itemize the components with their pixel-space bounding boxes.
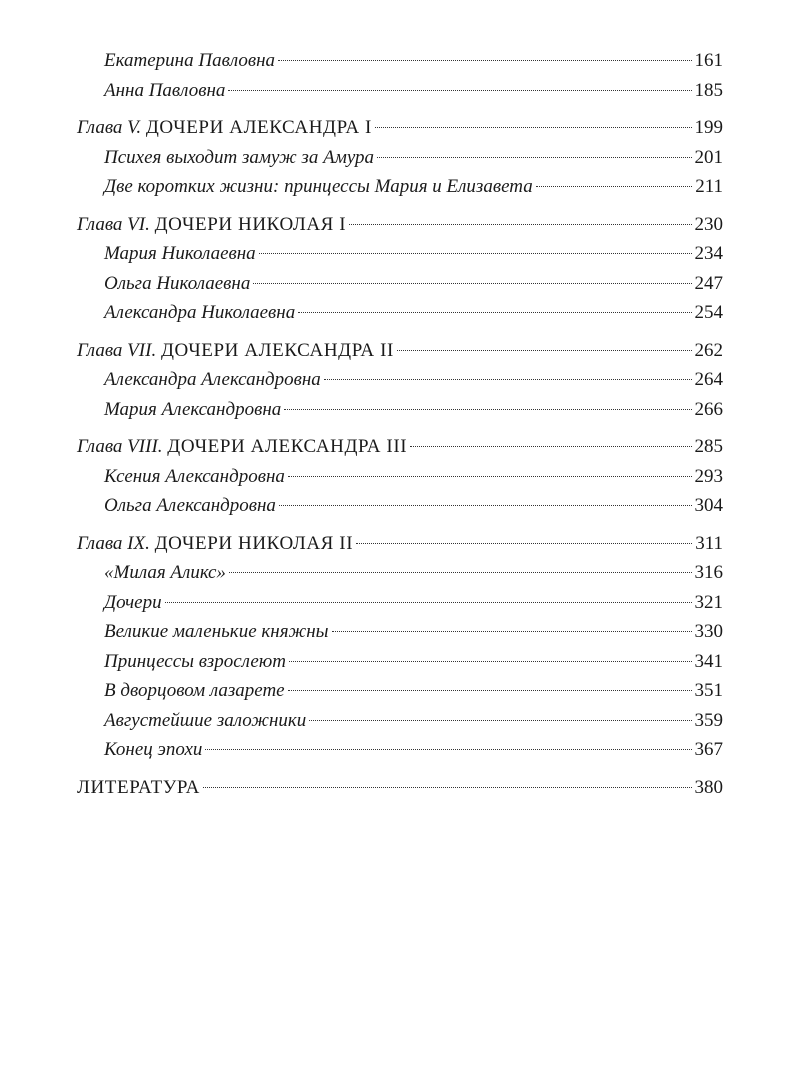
page-number: 201: [694, 146, 723, 168]
toc-subentry: [0, 172, 723, 202]
toc-subentry: [0, 491, 723, 521]
page-number: 316: [694, 562, 723, 583]
page-number: 199: [694, 117, 723, 138]
chapter-title: ДОЧЕРИ АЛЕКСАНДРА I: [145, 117, 372, 138]
page-number: 262: [694, 339, 723, 361]
dot-leader: [278, 60, 691, 61]
dot-leader: [165, 602, 692, 603]
page-number: 304: [694, 495, 723, 516]
table-of-contents: [0, 46, 800, 802]
dot-leader: [253, 283, 691, 284]
toc-entry-title: Конец эпохи: [104, 739, 203, 760]
page-number: 254: [694, 302, 723, 323]
page-number: 367: [694, 739, 723, 760]
chapter-number: Глава V.: [77, 117, 142, 138]
toc-subentry: [0, 617, 723, 647]
chapter-number: Глава VIII.: [77, 436, 163, 457]
toc-subentry: [0, 735, 723, 765]
toc-subentry: [0, 462, 723, 492]
page-number: 161: [694, 50, 723, 71]
page-number: 380: [694, 776, 723, 798]
toc-entry-title: «Милая Аликс»: [104, 562, 226, 583]
chapter-title: ДОЧЕРИ АЛЕКСАНДРА III: [167, 436, 408, 457]
toc-subentry: [0, 676, 723, 706]
toc-chapter-entry: [0, 113, 723, 143]
page-number: 247: [694, 272, 723, 294]
dot-leader: [289, 661, 692, 662]
toc-entry-title: Великие маленькие княжны: [104, 621, 329, 642]
toc-subentry: [0, 298, 723, 328]
dot-leader: [410, 446, 691, 447]
toc-entry-title: [77, 113, 372, 143]
toc-entry-title: Мария Александровна: [104, 398, 282, 420]
dot-leader: [228, 90, 691, 91]
toc-chapter-entry: [0, 210, 723, 240]
dot-leader: [536, 186, 692, 187]
dot-leader: [288, 690, 692, 691]
page-number: 330: [694, 621, 723, 642]
page-number: 211: [695, 176, 723, 197]
dot-leader: [356, 543, 692, 544]
toc-entry-title: Ольга Александровна: [104, 495, 276, 516]
toc-entry-title: Мария Николаевна: [104, 243, 256, 264]
dot-leader: [288, 476, 692, 477]
toc-subentry: [0, 395, 723, 425]
toc-subentry: [0, 706, 723, 736]
chapter-number: Глава VII.: [77, 339, 157, 361]
toc-entry-title: Екатерина Павловна: [104, 50, 276, 71]
toc-entry-title: Ольга Николаевна: [104, 272, 251, 294]
toc-bibliography-entry: [0, 773, 723, 803]
toc-entry-title: [77, 529, 353, 559]
toc-entry-title: Ксения Александровна: [104, 465, 285, 487]
chapter-title: ДОЧЕРИ АЛЕКСАНДРА II: [160, 339, 394, 361]
toc-chapter-entry: [0, 529, 723, 559]
chapter-number: Глава IX.: [77, 532, 150, 554]
dot-leader: [279, 505, 692, 506]
toc-subentry: [0, 239, 723, 269]
dot-leader: [309, 720, 691, 721]
dot-leader: [349, 224, 691, 225]
toc-entry-title: [77, 210, 346, 240]
page-number: 341: [694, 650, 723, 672]
toc-entry-title: [77, 336, 394, 366]
dot-leader: [397, 350, 692, 351]
page-number: 359: [694, 709, 723, 731]
toc-entry-title: Александра Николаевна: [104, 302, 296, 323]
toc-subentry: [0, 76, 723, 106]
dot-leader: [332, 631, 692, 632]
toc-subentry: [0, 588, 723, 618]
page-number: 264: [694, 369, 723, 390]
page-number: 230: [694, 213, 723, 235]
toc-entry-title: Принцессы взрослеют: [104, 650, 286, 672]
toc-subentry: [0, 647, 723, 677]
toc-entry-title: Августейшие заложники: [104, 709, 307, 731]
dot-leader: [259, 253, 692, 254]
dot-leader: [205, 749, 691, 750]
dot-leader: [377, 157, 691, 158]
toc-chapter-entry: [0, 432, 723, 462]
toc-chapter-entry: [0, 336, 723, 366]
toc-subentry: [0, 269, 723, 299]
chapter-number: Глава VI.: [77, 213, 150, 235]
dot-leader: [298, 312, 691, 313]
toc-entry-title: Психея выходит замуж за Амура: [104, 146, 375, 168]
page-number: 311: [695, 532, 723, 554]
chapter-title: ДОЧЕРИ НИКОЛАЯ I: [154, 213, 347, 235]
toc-subentry: [0, 558, 723, 588]
dot-leader: [203, 787, 692, 788]
chapter-title: ДОЧЕРИ НИКОЛАЯ II: [154, 532, 354, 554]
toc-subentry: [0, 143, 723, 173]
page-number: 234: [694, 243, 723, 264]
toc-subentry: [0, 46, 723, 76]
page-number: 285: [694, 436, 723, 457]
toc-entry-title: [77, 432, 407, 462]
dot-leader: [375, 127, 692, 128]
toc-entry-title: Александра Александровна: [104, 369, 321, 390]
page-number: 185: [694, 79, 723, 101]
page-number: 266: [694, 398, 723, 420]
toc-entry-title: Две коротких жизни: принцессы Мария и Елизавета: [104, 176, 533, 197]
toc-subentry: [0, 365, 723, 395]
dot-leader: [229, 572, 692, 573]
page-number: 293: [694, 465, 723, 487]
page-number: 351: [694, 680, 723, 701]
page-number: 321: [694, 591, 723, 613]
toc-entry-title: Дочери: [104, 591, 162, 613]
toc-entry-title: Анна Павловна: [104, 79, 226, 101]
dot-leader: [324, 379, 692, 380]
dot-leader: [284, 409, 691, 410]
toc-entry-title: В дворцовом лазарете: [104, 680, 285, 701]
toc-entry-title: ЛИТЕРАТУРА: [77, 776, 200, 798]
